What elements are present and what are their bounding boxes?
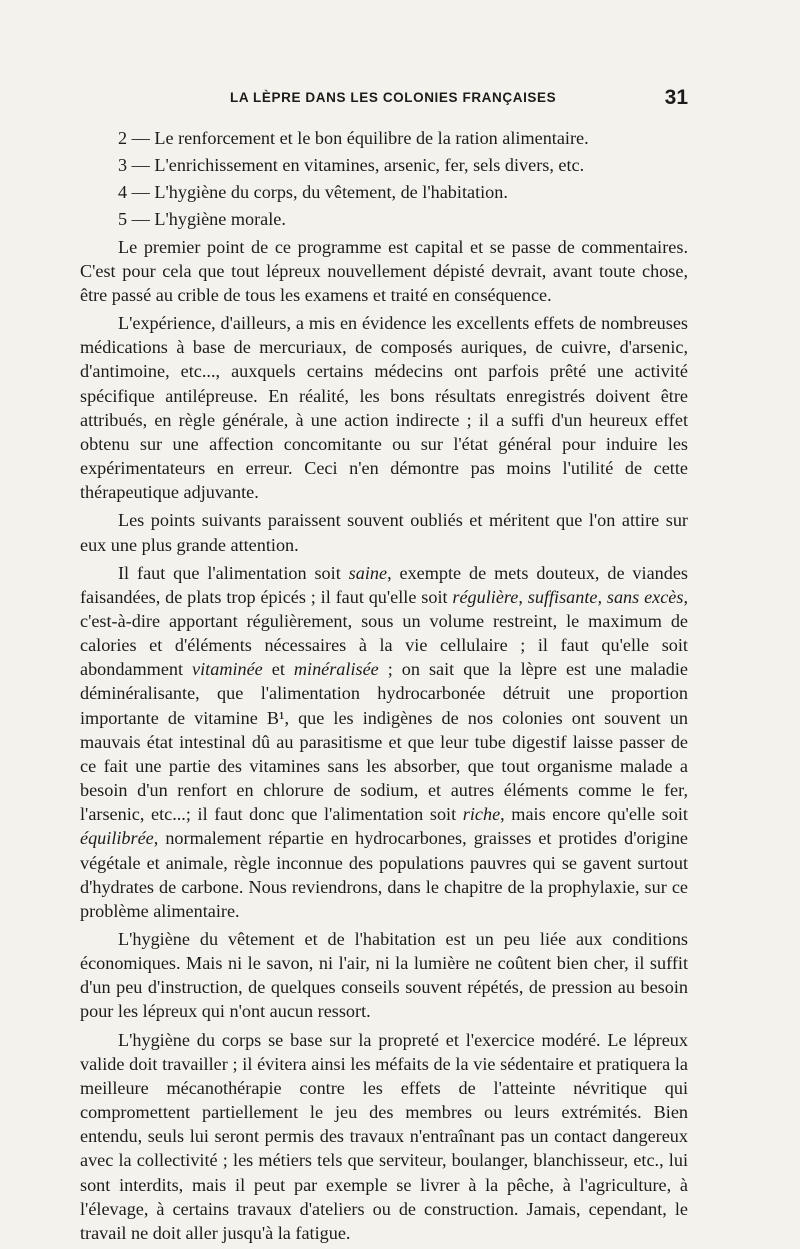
paragraph-hygiene-corps: L'hygiène du corps se base sur la propreté et l'exercice modéré. Le lépreux valide doit travailler ; il évitera ainsi les méfaits de la vie sédentaire et pratiquera la meilleure mécanothérapie contre les effets de l'atteinte névritique qui compromettent partiellement le jeu des membres ou leurs extrémités. Bien entendu, seuls lui seront permis des travaux n'entraînant pas un contact dangereux avec la collectivité ; les métiers tels que serviteur, boulanger, blanchisseur, etc., lui sont interdits, mais il peut par exemple se livrer à la pêche, à l'agriculture, à l'élevage, à certains travaux d'ateliers ou de construction. Jamais, cependant, le travail ne doit aller jusqu'à la fatigue. xyxy=(80,1029,688,1243)
emphasis-riche: riche xyxy=(462,804,501,825)
emphasis-vitaminee: vitaminée xyxy=(192,659,263,680)
page-number: 31 xyxy=(664,86,688,109)
emphasis-equilibree: équilibrée xyxy=(80,828,154,849)
emphasis-reguliere: régulière, suffisante, sans excès xyxy=(452,586,684,607)
text-run: , normalement répartie en hydrocarbones, graisses et protides d'origine végétale et animale, règle inconnue des populations pauvres qui se gavent surtout d'hydrates de carbone. Nous reviendrons, dans le chapitre de la prophylaxie, sur ce problème alimentaire. xyxy=(80,828,688,921)
text-run: et xyxy=(262,659,294,680)
text-run: , mais encore qu'elle soit xyxy=(500,804,688,825)
running-title: LA LÈPRE DANS LES COLONIES FRANÇAISES xyxy=(230,90,557,105)
program-item-4: 4 — L'hygiène du corps, du vêtement, de l'habitation. xyxy=(118,182,508,203)
emphasis-mineralisee: minéralisée xyxy=(293,659,379,680)
running-header xyxy=(80,86,688,112)
text-run: , c'est-à-dire apportant régulièrement, sous un volume restreint, le maximum de calories et d'éléments nécessaires à la vie cellulaire ; il faut qu'elle soit abondamment xyxy=(80,586,688,680)
paragraph-program-comment: Le premier point de ce programme est capital et se passe de commentaires. C'est pour cela que tout lépreux nouvellement dépisté devrait, avant toute chose, être passé au crible de tous les examens et traité en conséquence. xyxy=(80,236,688,305)
paragraph-alimentation xyxy=(80,561,688,923)
paragraph-points: Les points suivants paraissent souvent oubliés et méritent que l'on attire sur eux une plus grande attention. xyxy=(80,510,688,555)
page-body xyxy=(80,126,688,1249)
text-run: ; on sait que la lèpre est une maladie déminéralisante, que l'alimentation hydrocarbonée détruit une proportion importante de vitamine B¹, que les indigènes de nos colonies ont souvent un mauvais état intestinal dû au parasitisme et que leur tube digestif laisse passer de ce fait une partie des vitamines sans les absorber, que tout organisme malade a besoin d'un renfort en chlorure de sodium, et autres éléments comme le fer, l'arsenic, etc...; il faut donc que l'alimentation soit xyxy=(80,659,688,825)
program-item-2: 2 — Le renforcement et le bon équilibre de la ration alimentaire. xyxy=(118,128,589,148)
text-run: Il faut que l'alimentation soit xyxy=(118,562,349,583)
program-item-3: 3 — L'enrichissement en vitamines, arsenic, fer, sels divers, etc. xyxy=(118,155,585,176)
paragraph-experience: L'expérience, d'ailleurs, a mis en évidence les excellents effets de nombreuses médications à base de mercuriaux, de composés auriques, de cuivre, d'arsenic, d'antimoine, etc..., auxquels certains médecins ont parfois prêté une activité spécifique antilépreuse. En réalité, les bons résultats enregistrés doivent être attribués, en règle générale, à une action indirecte ; il a suffi d'un heureux effet obtenu sur une affection concomitante ou sur l'état général pour induire les expérimentateurs en erreur. Ceci n'en démontre pas moins l'utilité de cette thérapeutique adjuvante. xyxy=(80,313,688,503)
text-run: , exempte de mets douteux, de viandes faisandées, de plats trop épicés ; il faut qu'elle soit xyxy=(80,562,688,607)
paragraph-vetement-habitation: L'hygiène du vêtement et de l'habitation est un peu liée aux conditions économiques. Mais ni le savon, ni l'air, ni la lumière ne coûtent bien cher, il suffit d'un peu d'instruction, de quelques conseils souvent répétés, de pression au besoin pour les lépreux qui n'ont aucun ressort. xyxy=(80,929,688,1022)
program-item-5: 5 — L'hygiène morale. xyxy=(118,209,286,230)
emphasis-saine: saine xyxy=(348,562,388,583)
